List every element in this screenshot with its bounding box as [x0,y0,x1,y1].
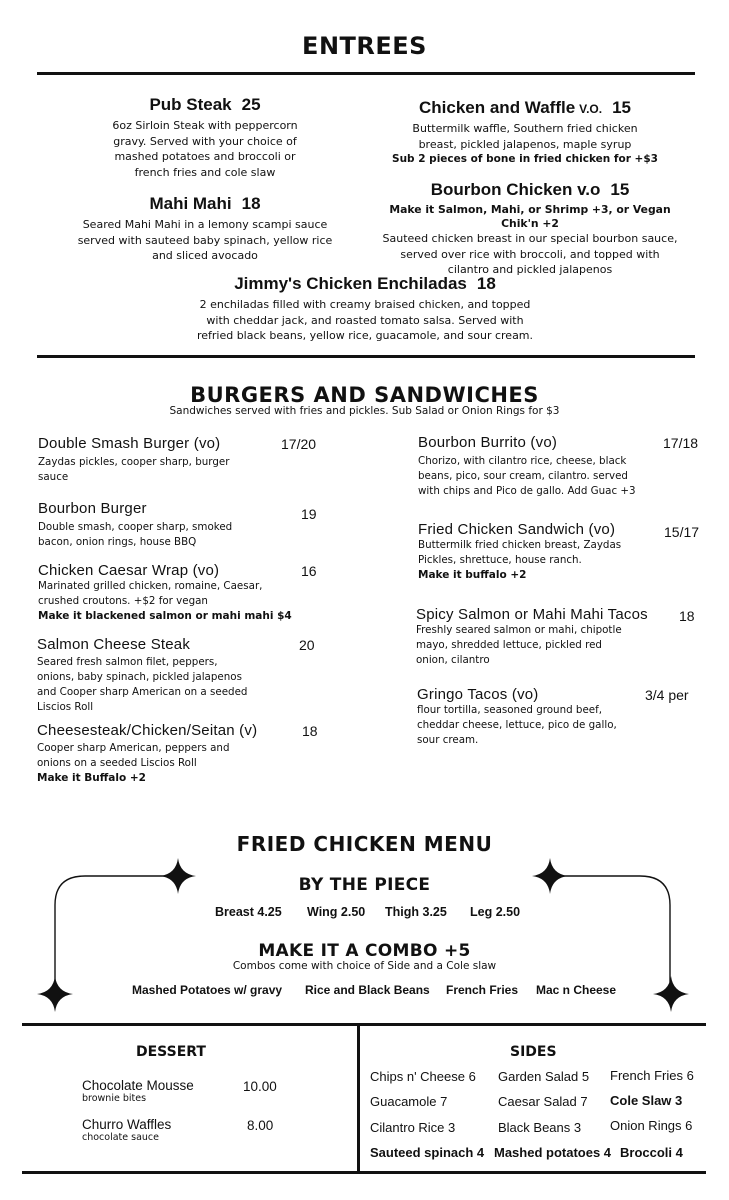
burger-item [37,636,337,715]
entree-desc-line: 2 enchiladas filled with creamy braised chicken, and topped [199,298,531,311]
entree-desc-line: gravy. Served with your choice of [113,134,297,148]
entree-name: Mahi Mahi [149,194,232,213]
burger-desc-line: onions, baby spinach, pickled jalapenos [37,671,242,683]
fried-chicken-title: FRIED CHICKEN MENU [236,832,493,856]
entree-desc-line: mashed potatoes and broccoli or [114,150,296,163]
entree-name: Chicken and Waffle [419,98,576,117]
burger-price: 17/20 [281,436,317,452]
burger-desc-line: and Cooper sharp American on a seeded [37,686,248,698]
entree-enchiladas [150,274,580,344]
burger-name: Bourbon Burger [38,500,147,517]
entree-desc-line: Buttermilk waffle, Southern fried chicken [412,122,638,135]
burger-desc-line: Freshly seared salmon or mahi, chipotle [416,624,622,636]
entrees-title: ENTREES [302,32,427,60]
combo-side: Mashed Potatoes w/ gravy [132,983,283,997]
burger-name: Bourbon Burrito (vo) [418,434,558,451]
entree-pub-steak [60,95,350,180]
piece-wing: Wing 2.50 [307,905,366,919]
burger-item [416,606,676,668]
burger-price: 18 [679,608,695,624]
combo-side: French Fries [446,983,519,997]
entree-bourbon-chicken [370,180,690,278]
side-item: Garden Salad 5 [498,1069,590,1084]
by-the-piece-title: BY THE PIECE [298,875,431,895]
burger-price: 19 [301,506,317,522]
entree-desc-line: 6oz Sirloin Steak with peppercorn [112,119,298,132]
burger-note: Make it Buffalo +2 [37,772,146,784]
burger-name: Spicy Salmon or Mahi Mahi Tacos [416,606,648,623]
entree-desc-line: cilantro and pickled jalapenos [447,263,613,276]
burger-desc-line: Pickles, shrettuce, house ranch. [418,554,582,566]
bottom-divider [357,1025,360,1173]
burger-item [418,521,658,582]
entree-price: 18 [476,274,496,293]
dessert-sub: chocolate sauce [82,1132,160,1143]
burger-desc-line: Double smash, cooper sharp, smoked [38,521,233,533]
sides-title: SIDES [510,1044,557,1060]
combo-title: MAKE IT A COMBO +5 [258,941,471,961]
entree-desc-line: breast, pickled jalapenos, maple syrup [418,137,632,151]
entree-chicken-waffle [370,98,680,166]
burgers-title: BURGERS AND SANDWICHES [190,383,539,407]
dessert-price: 8.00 [247,1118,274,1133]
entree-name: Pub Steak [149,95,232,114]
burger-desc-line: Buttermilk fried chicken breast, Zaydas [418,539,622,551]
burger-desc-line: sour cream. [417,734,479,746]
burger-name: Cheesesteak/Chicken/Seitan (v) [37,722,258,739]
burger-price: 15/17 [664,524,700,540]
entree-desc-line: Seared Mahi Mahi in a lemony scampi sauce [82,218,328,231]
burger-desc-line: Liscios Roll [37,701,94,713]
entree-note: Sub 2 pieces of bone in fried chicken for +$3 [392,153,658,165]
burger-price: 16 [301,563,317,579]
burger-name: Chicken Caesar Wrap (vo) [38,562,220,579]
dessert-name: Churro Waffles [82,1117,172,1132]
burger-note: Make it blackened salmon or mahi mahi $4 [38,610,292,622]
burger-desc-line: Zaydas pickles, cooper sharp, burger [38,456,230,468]
burger-item [417,686,657,748]
side-item: Sauteed spinach 4 [370,1145,485,1160]
combo-side: Mac n Cheese [536,983,617,997]
sparkle-icon [37,976,73,1012]
entree-desc-line: Sauteed chicken breast in our special bourbon sauce, [382,232,678,245]
entree-desc-line: served with sauteed baby spinach, yellow rice [77,233,333,247]
side-item: Caesar Salad 7 [498,1094,588,1109]
entree-tag: V.O. [579,102,603,116]
burger-desc-line: onions on a seeded Liscios Roll [37,757,197,769]
side-item: Black Beans 3 [498,1120,582,1135]
burger-price: 20 [299,637,315,653]
sparkle-icon [653,976,689,1012]
entrees-bottom-rule [37,355,695,358]
entrees-top-rule [37,72,695,75]
burger-desc-line: sauce [38,471,69,483]
side-item: Broccoli 4 [620,1145,683,1160]
burger-desc-line: Cooper sharp American, peppers and [37,742,230,754]
dessert-item [82,1078,194,1104]
bottom-bottom-rule [22,1171,706,1174]
burger-price: 18 [302,723,318,739]
entree-mahi-mahi [60,194,350,264]
entree-desc-line: french fries and cole slaw [134,165,276,179]
burger-item [418,434,658,499]
entree-desc-line: and sliced avocado [152,249,258,262]
entree-price: 25 [241,95,261,114]
entree-price: 15 [612,98,631,117]
combo-subtitle: Combos come with choice of Side and a Cole slaw [232,960,497,972]
burger-desc-line: cheddar cheese, lettuce, pico de gallo, [417,719,617,731]
dessert-title: DESSERT [136,1044,206,1060]
burger-name: Double Smash Burger (vo) [38,435,221,452]
burger-item [38,562,338,623]
entree-price: 18 [241,194,261,213]
bottom-top-rule [22,1023,706,1026]
entree-name: Bourbon Chicken v.o [430,180,601,199]
side-item: French Fries 6 [610,1068,694,1083]
side-item: Chips n' Cheese 6 [370,1069,476,1084]
burger-name: Salmon Cheese Steak [37,636,191,653]
piece-leg: Leg 2.50 [470,905,521,919]
burger-item [38,500,338,550]
burger-desc-line: mayo, shredded lettuce, pickled red [416,639,602,651]
burgers-subtitle: Sandwiches served with fries and pickles. Sub Salad or Onion Rings for $3 [169,405,560,417]
dessert-price: 10.00 [243,1079,277,1094]
dessert-name: Chocolate Mousse [82,1078,194,1093]
combo-side: Rice and Black Beans [305,983,430,997]
burger-desc-line: Marinated grilled chicken, romaine, Caesar, [38,580,263,592]
piece-breast: Breast 4.25 [215,905,282,919]
piece-thigh: Thigh 3.25 [385,905,447,919]
burger-desc-line: beans, pico, sour cream, cilantro. served [418,470,628,482]
burger-name: Fried Chicken Sandwich (vo) [418,521,616,538]
side-item: Guacamole 7 [370,1094,448,1109]
side-item: Cole Slaw 3 [610,1093,683,1108]
burger-price: 3/4 per [645,687,689,703]
entree-desc-line: refried black beans, yellow rice, guacamole, and sour cream. [196,329,534,342]
burger-desc-line: bacon, onion rings, house BBQ [38,536,197,548]
entree-note: Make it Salmon, Mahi, or Shrimp +3, or Vegan Chik'n +2 [389,203,671,230]
burger-desc-line: crushed croutons. +$2 for vegan [38,595,208,607]
entree-price: 15 [610,180,630,199]
burger-desc-line: with chips and Pico de gallo. Add Guac +3 [418,485,636,497]
side-item: Onion Rings 6 [610,1118,693,1133]
dessert-sub: brownie bites [82,1093,147,1104]
burger-item [37,722,337,785]
entree-desc-line: with cheddar jack, and roasted tomato salsa. Served with [206,313,524,327]
burger-note: Make it buffalo +2 [418,569,527,581]
burger-desc-line: flour tortilla, seasoned ground beef, [417,704,603,716]
side-item: Cilantro Rice 3 [370,1120,456,1135]
entree-name: Jimmy's Chicken Enchiladas [234,274,467,293]
burger-desc-line: Seared fresh salmon filet, peppers, [37,656,218,668]
dessert-item [82,1117,171,1143]
burger-desc-line: onion, cilantro [416,654,490,666]
burger-desc-line: Chorizo, with cilantro rice, cheese, black [418,455,627,467]
burger-price: 17/18 [663,435,699,451]
side-item: Mashed potatoes 4 [494,1145,612,1160]
entree-desc-line: served over rice with broccoli, and topped with [400,247,660,261]
burger-name: Gringo Tacos (vo) [417,686,539,703]
